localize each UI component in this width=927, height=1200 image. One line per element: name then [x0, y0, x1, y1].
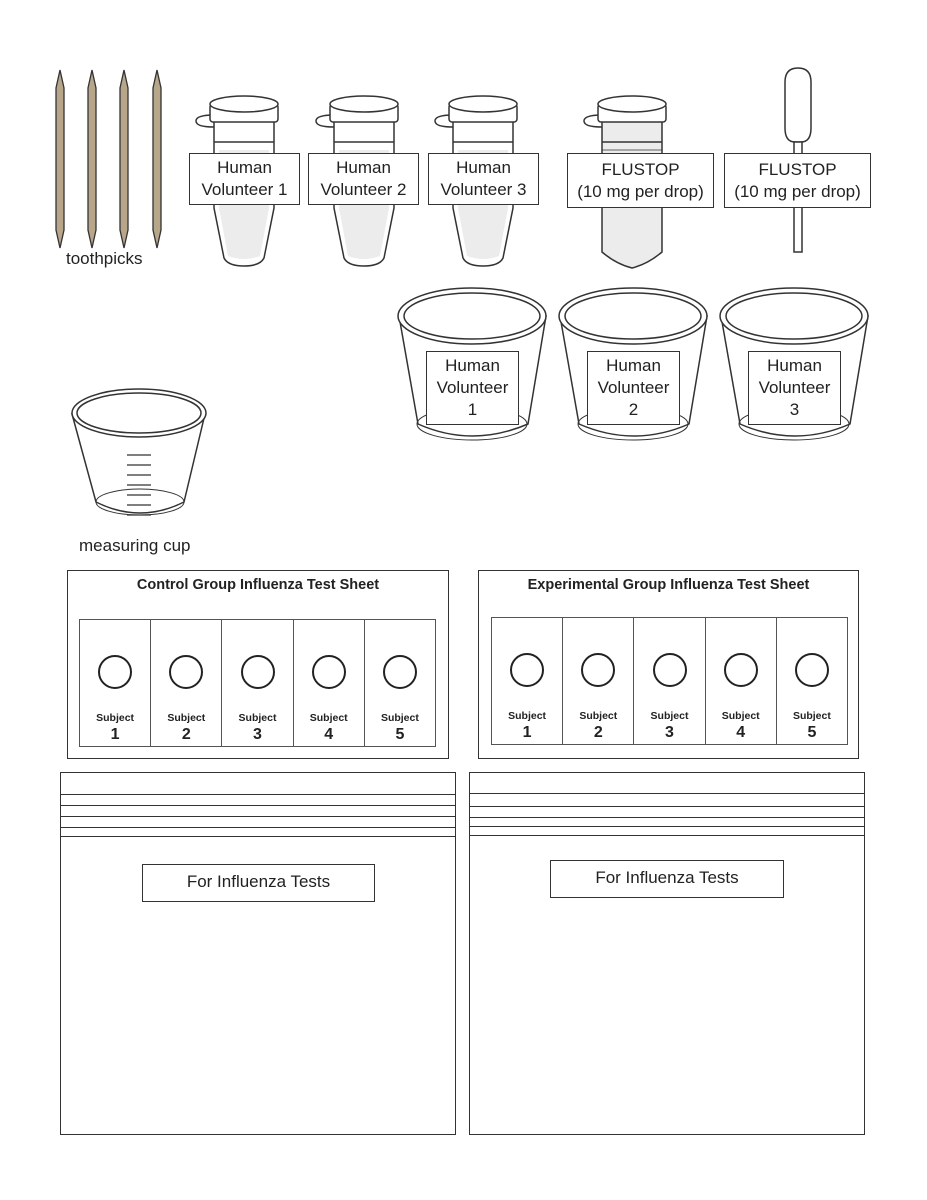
- subject-number: 5: [807, 724, 817, 741]
- measuring-cup-label: measuring cup: [79, 536, 191, 555]
- subject-cell: [80, 620, 151, 746]
- zip-bag-left: [60, 772, 456, 1135]
- subject-cell: [492, 618, 563, 744]
- toothpick-icon: [153, 70, 161, 248]
- toothpicks-illustration: [56, 70, 161, 248]
- control-test-sheet: [67, 570, 449, 759]
- tube-label-line2: Volunteer 2: [320, 180, 407, 199]
- subject-number: 1: [522, 724, 532, 741]
- zip-seal-line: [470, 826, 864, 827]
- subject-label: Subject: [309, 712, 348, 724]
- flustop-dropper-line2: (10 mg per drop): [734, 181, 861, 201]
- subject-label: Subject: [96, 712, 135, 724]
- subject-cell: [777, 618, 847, 744]
- cup-label-line2: Volunteer: [597, 378, 670, 397]
- subject-number: 2: [593, 724, 603, 741]
- subject-number: 3: [253, 726, 262, 743]
- subject-number: 1: [110, 726, 120, 743]
- subject-label: Subject: [650, 710, 689, 722]
- flustop-dropper-line1: FLUSTOP: [758, 159, 837, 179]
- cup-label-line1: Human: [606, 356, 661, 375]
- subject-label: Subject: [167, 712, 206, 724]
- subject-number: 4: [736, 724, 746, 741]
- subject-number: 5: [395, 726, 405, 743]
- flustop-tube-label: [567, 153, 714, 208]
- test-circle-icon: [383, 655, 417, 689]
- sheet-title: Experimental Group Influenza Test Sheet: [527, 577, 810, 593]
- subject-grid: [491, 617, 848, 745]
- cup-label-line3: 3: [789, 400, 800, 419]
- cup-label-volunteer-3: [748, 351, 841, 425]
- test-circle-icon: [510, 653, 544, 687]
- subject-label: Subject: [579, 710, 618, 722]
- test-circle-icon: [241, 655, 275, 689]
- toothpick-icon: [56, 70, 64, 248]
- zip-seal-line: [61, 805, 455, 806]
- zip-seal-line: [470, 806, 864, 807]
- subject-number: 4: [324, 726, 334, 743]
- subject-label: Subject: [508, 710, 547, 722]
- bag-label: For Influenza Tests: [550, 860, 784, 898]
- subject-cell: [706, 618, 777, 744]
- zip-seal-line: [61, 836, 455, 837]
- cup-label-line1: Human: [445, 356, 500, 375]
- tube-label-line1: Human: [456, 158, 511, 177]
- test-circle-icon: [98, 655, 132, 689]
- test-circle-icon: [653, 653, 687, 687]
- test-circle-icon: [581, 653, 615, 687]
- test-circle-icon: [312, 655, 346, 689]
- tube-label-volunteer-1: [189, 153, 300, 205]
- subject-cell: [294, 620, 365, 746]
- zip-seal-line: [470, 793, 864, 794]
- subject-label: Subject: [721, 710, 760, 722]
- toothpick-icon: [88, 70, 96, 248]
- subject-cell: [151, 620, 222, 746]
- tube-label-volunteer-2: [308, 153, 419, 205]
- zip-seal-line: [61, 816, 455, 817]
- subject-cell: [563, 618, 634, 744]
- subject-label: Subject: [792, 710, 831, 722]
- toothpicks-label: toothpicks: [66, 249, 143, 268]
- cup-label-line2: Volunteer: [436, 378, 509, 397]
- measuring-cup-icon: [72, 389, 206, 515]
- subject-cell: [365, 620, 435, 746]
- tube-label-line1: Human: [217, 158, 272, 177]
- flustop-tube-line2: (10 mg per drop): [577, 181, 704, 201]
- subject-cell: [222, 620, 293, 746]
- subject-number: 2: [181, 726, 191, 743]
- flustop-tube-line1: FLUSTOP: [601, 159, 680, 179]
- zip-seal-line: [61, 827, 455, 828]
- subject-number: 3: [665, 724, 674, 741]
- tube-label-line1: Human: [336, 158, 391, 177]
- tube-label-volunteer-3: [428, 153, 539, 205]
- cup-label-line2: Volunteer: [758, 378, 831, 397]
- test-circle-icon: [724, 653, 758, 687]
- cup-label-line3: 1: [467, 400, 478, 419]
- zip-seal-line: [470, 817, 864, 818]
- cup-label-volunteer-2: [587, 351, 680, 425]
- cup-label-volunteer-1: [426, 351, 519, 425]
- subject-label: Subject: [380, 712, 419, 724]
- tube-label-line2: Volunteer 3: [440, 180, 527, 199]
- tube-label-line2: Volunteer 1: [201, 180, 288, 199]
- cup-label-line1: Human: [767, 356, 822, 375]
- subject-grid: [79, 619, 436, 747]
- toothpick-icon: [120, 70, 128, 248]
- cup-label-line3: 2: [628, 400, 639, 419]
- zip-seal-line: [61, 794, 455, 795]
- sheet-title: Control Group Influenza Test Sheet: [136, 577, 380, 593]
- subject-label: Subject: [238, 712, 277, 724]
- test-circle-icon: [169, 655, 203, 689]
- experimental-test-sheet: [478, 570, 859, 759]
- subject-cell: [634, 618, 705, 744]
- zip-seal-line: [470, 835, 864, 836]
- zip-bag-right: [469, 772, 865, 1135]
- test-circle-icon: [795, 653, 829, 687]
- flustop-dropper-label: [724, 153, 871, 208]
- bag-label: For Influenza Tests: [142, 864, 375, 902]
